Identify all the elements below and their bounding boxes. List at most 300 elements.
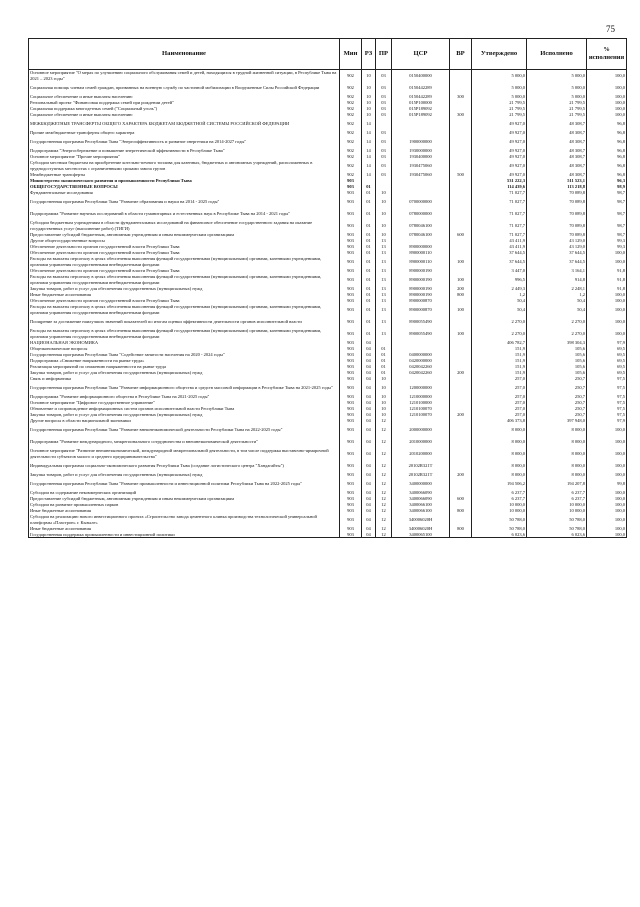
row-vr: 200 (450, 286, 472, 292)
row-pr: 10 (376, 190, 392, 196)
row-approved: 6 023,6 (472, 532, 527, 538)
row-pr: 03 (376, 160, 392, 172)
row-percent: 96,8 (587, 148, 627, 154)
row-executed: 70 089,8 (527, 220, 587, 232)
row-approved: 151,9 (472, 346, 527, 352)
row-min: 903 (340, 250, 362, 256)
row-name: Расходы на выплаты персоналу в целях обеспечения выполнения функций государственными (муниципальными) органами, казенными учреждениями, органами управления государственными внебюджетными фондами (29, 256, 340, 268)
row-csr: 015P100000 (392, 100, 450, 106)
row-rz: 01 (362, 232, 376, 238)
row-executed: 70 089,8 (527, 196, 587, 208)
row-percent: 91,8 (587, 274, 627, 286)
row-approved: 50,4 (472, 298, 527, 304)
row-rz: 01 (362, 304, 376, 316)
row-executed: 43 129,0 (527, 244, 587, 250)
row-approved: 5 000,0 (472, 82, 527, 94)
row-csr: 1900000000 (392, 136, 450, 148)
row-percent: 69,5 (587, 364, 627, 370)
row-executed: 250,7 (527, 376, 587, 382)
row-percent: 69,5 (587, 352, 627, 358)
row-pr: 13 (376, 268, 392, 274)
row-min: 902 (340, 100, 362, 106)
row-approved: 71 027,7 (472, 208, 527, 220)
row-percent: 97,5 (587, 394, 627, 400)
row-vr (450, 382, 472, 394)
row-name: НАЦИОНАЛЬНАЯ ЭКОНОМИКА (29, 340, 340, 346)
row-rz: 01 (362, 184, 376, 190)
row-min: 903 (340, 232, 362, 238)
row-percent: 100,0 (587, 328, 627, 340)
row-executed: 70 089,8 (527, 232, 587, 238)
header-vr: ВР (450, 39, 472, 70)
row-vr (450, 118, 472, 130)
row-percent: 100,0 (587, 304, 627, 316)
row-approved: 996,5 (472, 274, 527, 286)
row-pr: 03 (376, 106, 392, 112)
header-name: Наименование (29, 39, 340, 70)
row-rz: 04 (362, 370, 376, 376)
row-min: 902 (340, 172, 362, 178)
row-name: Государственная программа Республики Тыва "Энергоэффективность и развитие энергетики на 2014-2027 годы" (29, 136, 340, 148)
row-approved: 194 506,2 (472, 478, 527, 490)
row-min: 903 (340, 508, 362, 514)
row-vr (450, 160, 472, 172)
row-min: 903 (340, 292, 362, 298)
row-csr: 8900000110 (392, 256, 450, 268)
row-csr: 0400000000 (392, 352, 450, 358)
row-percent: 98,7 (587, 220, 627, 232)
row-approved: 21 799,5 (472, 112, 527, 118)
table-row (29, 448, 627, 460)
row-rz: 04 (362, 382, 376, 394)
row-vr (450, 448, 472, 460)
row-name: Подпрограмма "Развитие международного, межрегионального сотрудничества и внешнеэкономической деятельности" (29, 436, 340, 448)
row-min: 903 (340, 184, 362, 190)
row-pr: 12 (376, 502, 392, 508)
row-executed: 2 248,1 (527, 286, 587, 292)
row-executed: 21 799,5 (527, 112, 587, 118)
row-rz: 01 (362, 268, 376, 274)
table-row (29, 316, 627, 328)
row-approved: 49 927,0 (472, 148, 527, 154)
row-pr: 13 (376, 316, 392, 328)
row-approved: 257,0 (472, 376, 527, 382)
row-csr: 8900000190 (392, 268, 450, 274)
row-pr: 12 (376, 478, 392, 490)
row-min: 903 (340, 304, 362, 316)
row-percent: 97,9 (587, 340, 627, 346)
row-min: 903 (340, 190, 362, 196)
row-pr: 12 (376, 526, 392, 532)
row-pr: 12 (376, 532, 392, 538)
row-rz: 14 (362, 118, 376, 130)
row-min: 902 (340, 106, 362, 112)
row-approved: 71 027,7 (472, 220, 527, 232)
row-min: 903 (340, 472, 362, 478)
row-vr (450, 514, 472, 526)
row-vr (450, 208, 472, 220)
row-approved: 43 411,9 (472, 238, 527, 244)
row-name: Обновление и сопровождение информационных систем органов исполнительной власти Республики Тыва (29, 406, 340, 412)
row-min: 902 (340, 136, 362, 148)
row-pr: 13 (376, 256, 392, 268)
row-rz: 04 (362, 376, 376, 382)
row-percent: 96,8 (587, 160, 627, 172)
row-name: Социальная помощь членам семей граждан, призванных на военную службу по частичной мобилизации в Вооруженные Силы Российской Федерации (29, 82, 340, 94)
row-approved: 2 449,3 (472, 286, 527, 292)
row-csr: 2010000000 (392, 436, 450, 448)
row-percent: 100,0 (587, 316, 627, 328)
row-approved: 257,0 (472, 394, 527, 400)
row-name: Иные бюджетные ассигнования (29, 508, 340, 514)
row-rz: 14 (362, 172, 376, 178)
row-csr: 0150400000 (392, 70, 450, 82)
table-row (29, 478, 627, 490)
row-name: Иные бюджетные ассигнования (29, 526, 340, 532)
row-approved: 10 000,0 (472, 508, 527, 514)
row-rz: 04 (362, 460, 376, 472)
row-rz: 04 (362, 508, 376, 514)
row-rz: 14 (362, 148, 376, 154)
row-vr: 600 (450, 232, 472, 238)
row-executed: 250,7 (527, 412, 587, 418)
table-row (29, 136, 627, 148)
row-pr: 01 (376, 358, 392, 364)
row-executed: 250,7 (527, 406, 587, 412)
table-row (29, 82, 627, 94)
row-pr: 03 (376, 94, 392, 100)
row-approved: 49 927,0 (472, 160, 527, 172)
row-name: Государственная программа Республики Тыва "Развитие внешнеэкономической деятельности Республики Тыва на 2022-2025 годы" (29, 424, 340, 436)
row-min: 903 (340, 286, 362, 292)
row-executed: 50,4 (527, 304, 587, 316)
row-percent: 96,8 (587, 136, 627, 148)
row-pr: 10 (376, 394, 392, 400)
row-pr: 12 (376, 496, 392, 502)
row-name: Расходы на выплаты персоналу в целях обеспечения выполнения функций государственными (муниципальными) органами, казенными учреждениями, органами управления государственными внебюджетными фондами (29, 304, 340, 316)
row-pr: 03 (376, 100, 392, 106)
row-name: Основное мероприятие "О мерах по улучшению социального обслуживания семей и детей, находящихся в трудной жизненной ситуации, в Республике Тыва на 2021 – 2023 годы" (29, 70, 340, 82)
row-pr: 10 (376, 376, 392, 382)
row-csr: 0780046100 (392, 220, 450, 232)
header-percent: % исполнения (587, 39, 627, 70)
row-executed: 8 000,0 (527, 448, 587, 460)
row-percent: 100,0 (587, 460, 627, 472)
row-rz: 04 (362, 478, 376, 490)
row-min: 903 (340, 328, 362, 340)
table-row (29, 196, 627, 208)
row-rz: 04 (362, 412, 376, 418)
row-rz: 04 (362, 358, 376, 364)
row-vr: 100 (450, 256, 472, 268)
row-percent: 100,0 (587, 496, 627, 502)
row-approved: 151,9 (472, 352, 527, 358)
row-min: 903 (340, 208, 362, 220)
row-rz: 10 (362, 112, 376, 118)
row-approved: 114 439,6 (472, 184, 527, 190)
row-rz: 04 (362, 448, 376, 460)
row-rz: 10 (362, 82, 376, 94)
row-csr: 20102R321T (392, 472, 450, 478)
row-pr: 10 (376, 400, 392, 406)
row-percent: 97,5 (587, 406, 627, 412)
row-rz: 04 (362, 406, 376, 412)
table-row (29, 274, 627, 286)
header-csr: ЦСР (392, 39, 450, 70)
row-approved: 37 644,5 (472, 256, 527, 268)
row-executed: 914,8 (527, 274, 587, 286)
row-rz: 01 (362, 316, 376, 328)
row-name: Закупка товаров, работ и услуг для обеспечения государственных (муниципальных) нужд (29, 472, 340, 478)
row-percent: 98,7 (587, 190, 627, 196)
row-min: 903 (340, 436, 362, 448)
row-percent: 100,0 (587, 472, 627, 478)
row-percent: 100,0 (587, 82, 627, 94)
row-min: 903 (340, 298, 362, 304)
row-vr: 500 (450, 172, 472, 178)
row-csr: 0780046100 (392, 232, 450, 238)
row-pr: 03 (376, 82, 392, 94)
row-csr: 0150442289 (392, 94, 450, 100)
row-pr: 12 (376, 448, 392, 460)
row-rz: 01 (362, 274, 376, 286)
row-pr (376, 118, 392, 130)
row-percent: 100,0 (587, 490, 627, 496)
table-row (29, 460, 627, 472)
row-min: 903 (340, 376, 362, 382)
row-csr: 8900000870 (392, 304, 450, 316)
row-rz: 14 (362, 154, 376, 160)
row-pr: 13 (376, 244, 392, 250)
row-vr (450, 196, 472, 208)
row-min: 903 (340, 370, 362, 376)
row-csr: 1200000000 (392, 382, 450, 394)
row-csr: 8900000190 (392, 292, 450, 298)
row-rz: 04 (362, 502, 376, 508)
row-pr: 12 (376, 514, 392, 526)
row-min: 903 (340, 268, 362, 274)
row-executed: 48 308,7 (527, 118, 587, 130)
row-rz: 04 (362, 340, 376, 346)
row-percent: 100,0 (587, 292, 627, 298)
row-name: Социальная поддержка многодетных семей ("Социальный уголь") (29, 106, 340, 112)
row-percent: 100,0 (587, 298, 627, 304)
row-percent: 100,0 (587, 508, 627, 514)
row-pr: 12 (376, 460, 392, 472)
row-percent: 91,8 (587, 268, 627, 274)
row-rz: 04 (362, 394, 376, 400)
row-name: Иные бюджетные ассигнования (29, 292, 340, 298)
row-vr: 100 (450, 328, 472, 340)
row-percent: 96,8 (587, 154, 627, 160)
row-approved: 257,0 (472, 406, 527, 412)
row-executed: 48 308,7 (527, 160, 587, 172)
row-percent: 97,5 (587, 376, 627, 382)
row-csr: 3400065100 (392, 532, 450, 538)
row-min: 903 (340, 316, 362, 328)
row-min: 903 (340, 274, 362, 286)
row-rz: 04 (362, 472, 376, 478)
row-pr: 10 (376, 412, 392, 418)
row-approved: 8 000,0 (472, 472, 527, 478)
row-name: Закупка товаров, работ и услуг для обеспечения государственных (муниципальных) нужд (29, 286, 340, 292)
row-pr: 10 (376, 208, 392, 220)
row-executed: 50 788,0 (527, 514, 587, 526)
row-min: 902 (340, 130, 362, 136)
row-name: Предоставление субсидий бюджетным, автономным учреждениям и иным некоммерческим организациям (29, 496, 340, 502)
row-pr: 03 (376, 130, 392, 136)
row-executed: 5 000,0 (527, 70, 587, 82)
row-rz: 04 (362, 532, 376, 538)
row-min: 903 (340, 526, 362, 532)
row-percent: 96,8 (587, 172, 627, 178)
row-pr: 12 (376, 472, 392, 478)
row-vr: 800 (450, 508, 472, 514)
row-approved: 8 000,0 (472, 436, 527, 448)
row-percent: 69,5 (587, 346, 627, 352)
row-min: 903 (340, 406, 362, 412)
row-rz: 04 (362, 418, 376, 424)
row-min: 903 (340, 358, 362, 364)
row-name: Расходы на выплаты персоналу в целях обеспечения выполнения функций государственными (муниципальными) органами, казенными учреждениями, органами управления государственными внебюджетными фондами (29, 274, 340, 286)
row-csr: 1930000000 (392, 148, 450, 154)
row-name: Обеспечение деятельности органов государственной власти Республики Тыва (29, 244, 340, 250)
row-approved: 406 373,8 (472, 418, 527, 424)
row-min: 903 (340, 238, 362, 244)
row-pr: 13 (376, 286, 392, 292)
row-min: 903 (340, 178, 362, 184)
row-executed: 8 000,0 (527, 436, 587, 448)
row-name: Индивидуальная программа социально-экономического развития Республики Тыва (создание логистического центра "Хандагайты") (29, 460, 340, 472)
row-rz: 01 (362, 250, 376, 256)
row-name: Связь и информатика (29, 376, 340, 382)
row-name: Субсидии на содержание некоммерческих организаций (29, 490, 340, 496)
table-row (29, 532, 627, 538)
row-vr: 200 (450, 472, 472, 478)
row-name: Фундаментальные исследования (29, 190, 340, 196)
row-csr: 015P189092 (392, 112, 450, 118)
row-vr (450, 220, 472, 232)
row-name: Реализация мероприятий по снижению напряженности на рынке труда (29, 364, 340, 370)
row-pr: 01 (376, 346, 392, 352)
row-name: Субсидии бюджетным учреждениям в области фундаментальных исследований на финансовое обеспечение государственного задания на оказание государственных услуг (выполнение работ) (ТИГИ) (29, 220, 340, 232)
row-executed: 194 207,8 (527, 478, 587, 490)
row-csr: 3400066100 (392, 502, 450, 508)
row-executed: 37 644,5 (527, 250, 587, 256)
row-name: Расходы на выплаты персоналу в целях обеспечения выполнения функций государственными (муниципальными) органами, казенными учреждениями, органами управления государственными внебюджетными фондами (29, 328, 340, 340)
row-rz: 01 (362, 298, 376, 304)
row-approved: 6 237,7 (472, 496, 527, 502)
row-pr: 03 (376, 136, 392, 148)
row-pr: 13 (376, 250, 392, 256)
row-csr: 1930475060 (392, 160, 450, 172)
row-pr: 01 (376, 352, 392, 358)
row-min: 903 (340, 394, 362, 400)
row-executed: 70 089,8 (527, 208, 587, 220)
row-approved: 8 000,0 (472, 460, 527, 472)
row-name: Государственная поддержка промышленности и инвестиционной политики (29, 532, 340, 538)
row-executed: 48 308,7 (527, 154, 587, 160)
row-rz: 04 (362, 352, 376, 358)
row-vr: 200 (450, 412, 472, 418)
row-rz: 01 (362, 256, 376, 268)
row-name: Подпрограмма "Развитие информационного общества в Республике Тыва на 2021-2025 годы" (29, 394, 340, 400)
row-name: Субсидии на реализацию нового инвестиционного проекта «Строительство завода цементного клинка производства технологической универсальной платформы «Пластрон» г. Кызыле» (29, 514, 340, 526)
row-executed: 250,7 (527, 394, 587, 400)
row-executed: 48 308,7 (527, 148, 587, 154)
row-rz: 04 (362, 526, 376, 532)
row-pr: 01 (376, 370, 392, 376)
row-percent: 100,0 (587, 436, 627, 448)
row-rz: 14 (362, 160, 376, 172)
row-min: 903 (340, 448, 362, 460)
row-pr: 10 (376, 196, 392, 208)
row-min: 903 (340, 352, 362, 358)
row-pr: 12 (376, 508, 392, 514)
row-executed: 397 948,0 (527, 418, 587, 424)
row-approved: 3 447,0 (472, 268, 527, 274)
row-csr: 340006020H (392, 514, 450, 526)
header-pr: ПР (376, 39, 392, 70)
row-min: 903 (340, 400, 362, 406)
row-executed: 113 218,8 (527, 184, 587, 190)
row-percent: 97,5 (587, 382, 627, 394)
row-pr: 13 (376, 304, 392, 316)
row-name: Региональный проект "Финансовая поддержка семей при рождении детей" (29, 100, 340, 106)
row-min: 903 (340, 256, 362, 268)
row-min: 903 (340, 418, 362, 424)
row-approved: 406 782,7 (472, 340, 527, 346)
table-row (29, 304, 627, 316)
row-rz: 10 (362, 70, 376, 82)
row-name: Поощрение за достижение наилучших значений показателей по итогам оценки эффективности деятельности органов исполнительной власти (29, 316, 340, 328)
row-percent: 98,9 (587, 184, 627, 190)
row-percent: 100,0 (587, 502, 627, 508)
row-rz: 10 (362, 106, 376, 112)
row-pr: 03 (376, 154, 392, 160)
table-row (29, 208, 627, 220)
row-min: 903 (340, 460, 362, 472)
row-executed: 6 237,7 (527, 490, 587, 496)
row-approved: 71 027,7 (472, 190, 527, 196)
row-approved: 37 644,5 (472, 250, 527, 256)
row-name: Государственная программа Республики Тыва "Развитие образования и науки на 2014 - 2025 годы" (29, 196, 340, 208)
row-approved: 5 000,0 (472, 70, 527, 82)
row-rz: 01 (362, 286, 376, 292)
row-percent: 98,7 (587, 208, 627, 220)
row-csr: 8900000190 (392, 274, 450, 286)
row-executed: 3 164,1 (527, 268, 587, 274)
row-name: Обеспечение деятельности органов государственной власти Республики Тыва (29, 268, 340, 274)
row-approved: 6 237,7 (472, 490, 527, 496)
row-min: 903 (340, 346, 362, 352)
row-rz: 10 (362, 100, 376, 106)
row-min: 902 (340, 148, 362, 154)
row-csr: 8900055490 (392, 328, 450, 340)
row-min: 903 (340, 502, 362, 508)
row-name: Государственная программа Республики Тыва "Развитие информационного общества и средств массовой информации в Республике Тыва на 2021-2025 годы" (29, 382, 340, 394)
row-rz: 01 (362, 292, 376, 298)
row-rz: 01 (362, 220, 376, 232)
row-vr: 100 (450, 274, 472, 286)
row-percent: 100,0 (587, 256, 627, 268)
row-name: Министерство экономического развития и промышленности Республики Тыва (29, 178, 340, 184)
row-name: Обеспечение деятельности органов государственной власти Республики Тыва (29, 298, 340, 304)
row-name: Предоставление субсидий бюджетным, автономным учреждениям и иным некоммерческим организациям (29, 232, 340, 238)
row-executed: 8 000,0 (527, 460, 587, 472)
row-vr: 300 (450, 94, 472, 100)
row-approved: 49 927,0 (472, 172, 527, 178)
